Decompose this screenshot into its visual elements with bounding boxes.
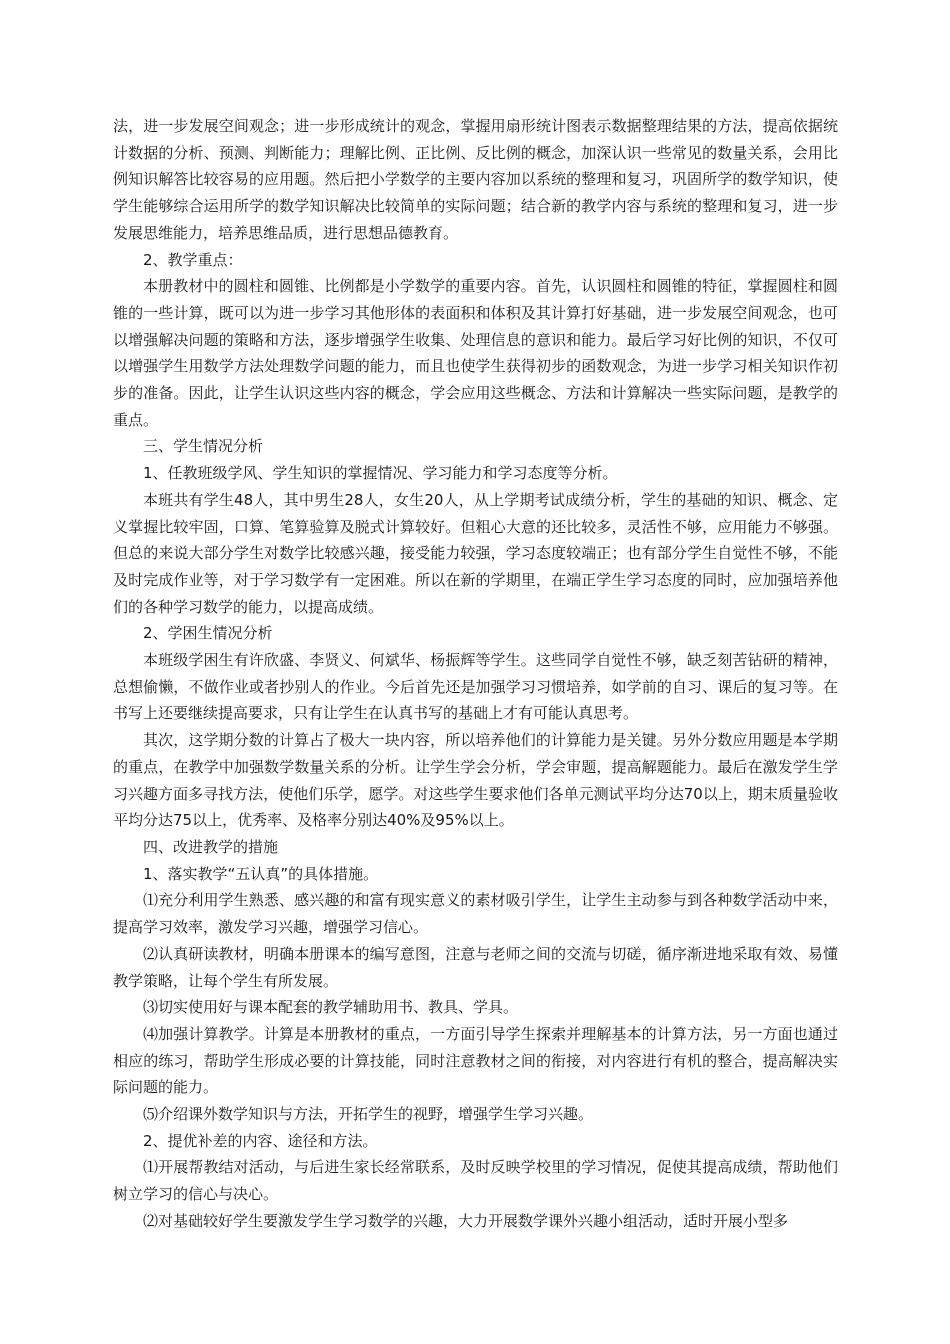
paragraph-teaching-focus: 本册教材中的圆柱和圆锥、比例都是小学数学的重要内容。首先，认识圆柱和圆锥的特征，掌握圆柱和圆锥的一些计算，既可以为进一步学习其他形体的表面积和体积及其计算打好基础，进一步发展空间观念，也可以增强解决问题的策略和方法，逐步增强学生收集、处理信息的意识和能力。最后学习好比例的知识，不仅可以增强学生用数学方法处理数学问题的能力，而且也使学生获得初步的函数观念，为进一步学习相关知识作初步的准备。因此，让学生认识这些内容的概念，学会应用这些概念、方法和计算解决一些实际问题，是教学的重点。 xyxy=(113,277,838,429)
list-item-4: ⑷加强计算教学。计算是本册教材的重点，一方面引导学生探索并理解基本的计算方法，另一方面也通过相应的练习，帮助学生形成必要的计算技能，同时注意教材之间的衔接，对内容进行有机的整合，提高解决实际问题的能力。 xyxy=(113,1024,838,1097)
list-item-2: ⑵认真研读教材，明确本册课本的编写意图，注意与老师之间的交流与切磋，循序渐进地采取有效、易懂教学策略，让每个学生有所发展。 xyxy=(113,944,838,990)
subheading-five-measures: 1、落实教学“五认真”的具体措施。 xyxy=(143,864,379,883)
subheading-struggling-students: 2、学困生情况分析 xyxy=(143,624,273,643)
tutoring-item-1: ⑴开展帮教结对活动，与后进生家长经常联系，及时反映学校里的学习情况，促使其提高成绩，帮助他们树立学习的信心与决心。 xyxy=(113,1158,838,1204)
paragraph-continuation: 法，进一步发展空间观念；进一步形成统计的观念，掌握用扇形统计图表示数据整理结果的方法，提高依据统计数据的分析、预测、判断能力；理解比例、正比例、反比例的概念，加深认识一些常见的数量关系，会用比例知识解答比较容易的应用题。然后把小学数学的主要内容加以系统的整理和复习，巩固所学的数学知识，使学生能够综合运用所学的数学知识解决比较简单的实际问题；结合新的教学内容与系统的整理和复习，进一步发展思维能力，培养思维品质，进行思想品德教育。 xyxy=(113,117,838,242)
list-item-1: ⑴充分利用学生熟悉、感兴趣的和富有现实意义的素材吸引学生，让学生主动参与到各种数学活动中来，提高学习效率，激发学习兴趣，增强学习信心。 xyxy=(113,891,838,937)
subheading-tutoring: 2、提优补差的内容、途径和方法。 xyxy=(143,1131,378,1150)
paragraph-struggling-students: 本班级学困生有许欣盛、李贤义、何斌华、杨振辉等学生。这些同学自觉性不够，缺乏刻苦钻研的精神，总想偷懒，不做作业或者抄别人的作业。今后首先还是加强学习习惯培养，如学前的自习、课后的复习等。在书写上还要继续提高要求，只有让学生在认真书写的基础上才有可能认真思考。 xyxy=(113,651,838,723)
list-item-5: ⑸介绍课外数学知识与方法，开拓学生的视野，增强学生学习兴趣。 xyxy=(143,1105,594,1124)
heading-student-analysis: 三、学生情况分析 xyxy=(143,437,264,456)
subheading-class-analysis: 1、任教班级学风、学生知识的掌握情况、学习能力和学习态度等分析。 xyxy=(143,464,618,483)
subheading-teaching-focus: 2、教学重点： xyxy=(143,250,243,269)
tutoring-item-2: ⑵对基础较好学生要激发学生学习数学的兴趣，大力开展数学课外兴趣小组活动，适时开展小型多 xyxy=(143,1211,789,1230)
heading-improvement-measures: 四、改进教学的措施 xyxy=(143,837,279,856)
list-item-3: ⑶切实使用好与课本配套的教学辅助用书、教具、学具。 xyxy=(143,998,519,1017)
paragraph-struggling-students-2: 其次，这学期分数的计算占了极大一块内容，所以培养他们的计算能力是关键。另外分数应用题是本学期的重点，在教学中加强数学数量关系的分析。让学生学会分析，学会审题，提高解题能力。最后在激发学生学习兴趣方面多寻找方法，使他们乐学，愿学。对这些学生要求他们各单元测试平均分达70以上，期末质量验收平均分达75以上，优秀率、及格率分别达40%及95%以上。 xyxy=(113,731,838,830)
document-page xyxy=(113,113,838,1235)
paragraph-class-analysis: 本班共有学生48人，其中男生28人，女生20人，从上学期考试成绩分析，学生的基础的知识、概念、定义掌握比较牢固，口算、笔算验算及脱式计算较好。但粗心大意的还比较多，灵活性不够，应用能力不够强。但总的来说大部分学生对数学比较感兴趣，接受能力较强，学习态度较端正；也有部分学生自觉性不够，不能及时完成作业等，对于学习数学有一定困难。所以在新的学期里，在端正学生学习态度的同时，应加强培养他们的各种学习数学的能力，以提高成绩。 xyxy=(113,490,838,616)
